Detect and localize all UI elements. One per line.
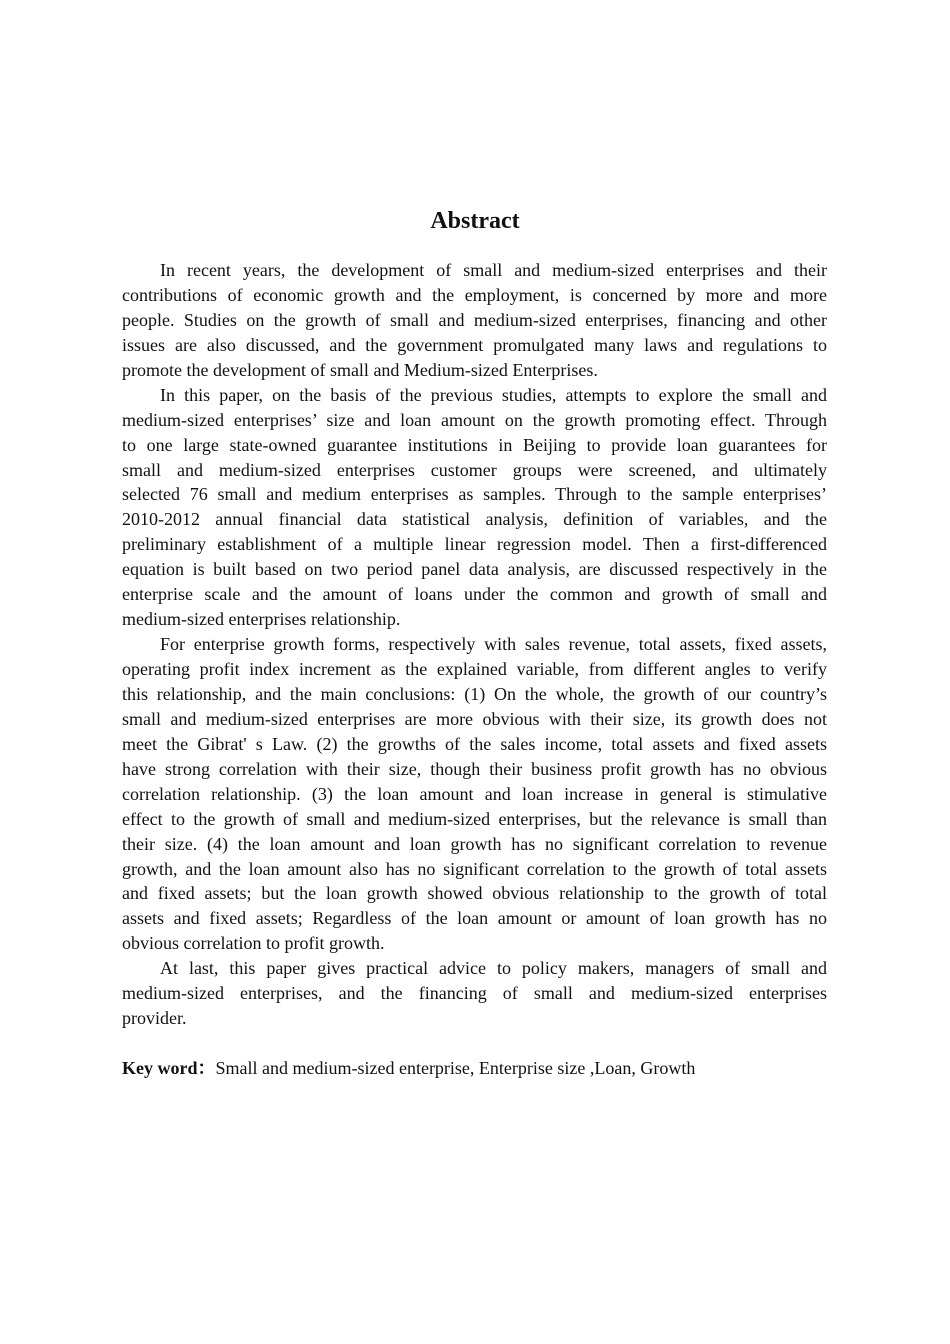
paragraph-line: equation is built based on two period panel data analysis, are discussed respectively in the [122,559,827,580]
paragraph-line: and fixed assets; but the loan growth showed obvious relationship to the growth of total [122,883,827,904]
keywords-value: Small and medium-sized enterprise, Enterprise size ,Loan, Growth [215,1058,696,1078]
abstract-paragraph [122,383,827,632]
paragraph-line: 2010-2012 annual financial data statistical analysis, definition of variables, and the [122,509,827,530]
paragraph-line: In recent years, the development of small and medium-sized enterprises and their [160,260,827,280]
paragraph-line: medium-sized enterprises’ size and loan amount on the growth promoting effect. Through [122,409,827,430]
paragraph-line: people. Studies on the growth of small and medium-sized enterprises, financing and other [122,309,827,330]
abstract-paragraph [122,632,827,956]
paragraph-line: operating profit index increment as the explained variable, from different angles to verify [122,659,827,679]
paragraph-line: For enterprise growth forms, respectively with sales revenue, total assets, fixed assets, [160,634,827,655]
paragraph-line: small and medium-sized enterprises customer groups were screened, and ultimately [122,459,827,480]
paragraph-line: medium-sized enterprises, and the financing of small and medium-sized enterprises [122,983,827,1004]
paragraph-line: provider. [122,1008,187,1029]
abstract-paragraph [122,956,827,1031]
page-title: Abstract [430,208,520,234]
paragraph-line: to one large state-owned guarantee institutions in Beijing to provide loan guarantees for [122,434,827,455]
paragraph-line: selected 76 small and medium enterprises as samples. Through to the sample enterprises’ [122,484,827,505]
paragraph-line: meet the Gibrat' s Law. (2) the growths of the sales income, total assets and fixed assets [122,733,827,754]
paragraph-line: growth, and the loan amount also has no significant correlation to the growth of total assets [122,858,827,879]
abstract-paragraph [122,258,827,383]
paragraph-line: this relationship, and the main conclusions: (1) On the whole, the growth of our country’s [122,683,827,704]
paragraph-line: enterprise scale and the amount of loans under the common and growth of small and [122,584,827,605]
abstract-body [122,258,827,1031]
paragraph-line: assets and fixed assets; Regardless of the loan amount or amount of loan growth has no [122,908,827,929]
paragraph-line: issues are also discussed, and the government promulgated many laws and regulations to [122,334,827,355]
paragraph-line: small and medium-sized enterprises are more obvious with their size, its growth does not [122,708,827,729]
paragraph-line: medium-sized enterprises relationship. [122,609,401,630]
paragraph-line: promote the development of small and Medium-sized Enterprises. [122,359,598,380]
paragraph-line: their size. (4) the loan amount and loan growth has no significant correlation to revenue [122,833,827,854]
paragraph-line: preliminary establishment of a multiple linear regression model. Then a first-differenced [122,534,827,555]
keywords-label: Key word： [122,1058,216,1078]
paragraph-line: obvious correlation to profit growth. [122,933,385,954]
paragraph-line: In this paper, on the basis of the previous studies, attempts to explore the small and [160,384,827,405]
keywords-line [122,1056,695,1081]
paragraph-line: have strong correlation with their size, though their business profit growth has no obvious [122,758,827,779]
paragraph-line: At last, this paper gives practical advice to policy makers, managers of small and [160,958,827,979]
paragraph-line: correlation relationship. (3) the loan amount and loan increase in general is stimulative [122,783,827,804]
paragraph-line: effect to the growth of small and medium-sized enterprises, but the relevance is small than [122,808,827,829]
paragraph-line: contributions of economic growth and the employment, is concerned by more and more [122,284,827,305]
